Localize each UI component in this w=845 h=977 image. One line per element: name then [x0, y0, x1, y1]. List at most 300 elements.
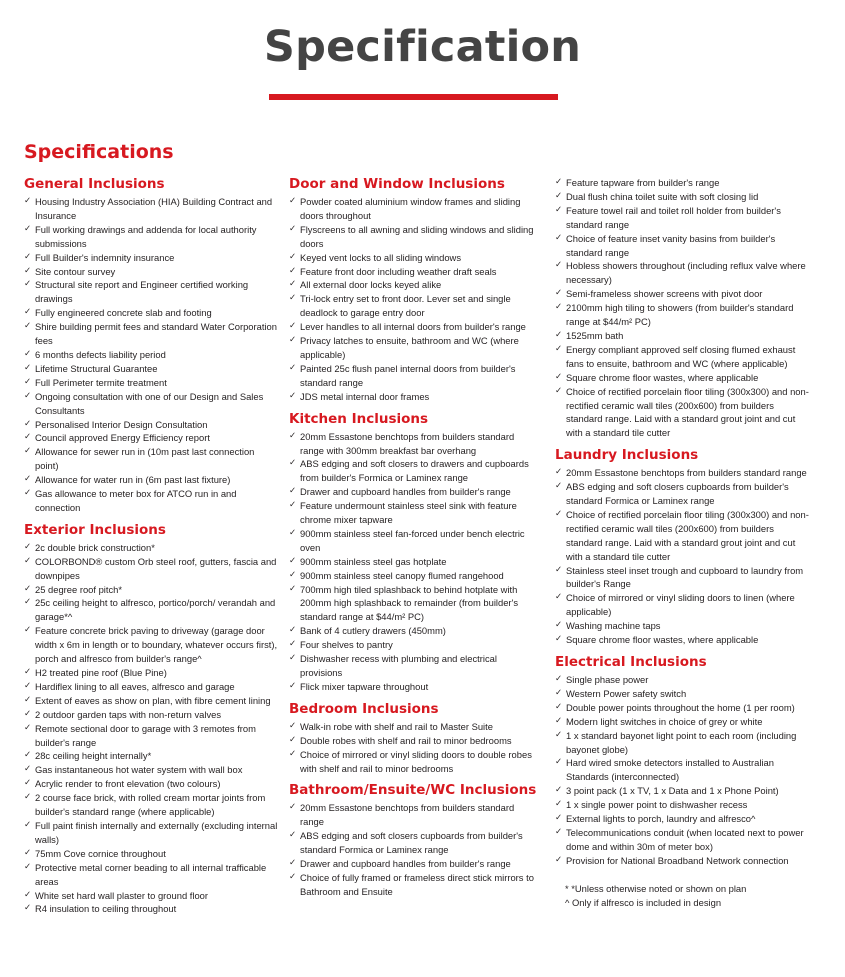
check-mark-icon: ✓	[555, 288, 563, 299]
category-heading: Electrical Inclusions	[555, 654, 707, 670]
inclusion-list	[289, 195, 540, 404]
inclusion-text: 75mm Cove cornice throughout	[35, 847, 166, 859]
check-mark-icon: ✓	[24, 265, 32, 276]
check-mark-icon: ✓	[289, 639, 297, 650]
check-mark-icon: ✓	[289, 734, 297, 745]
inclusion-text: 1525mm bath	[566, 329, 624, 341]
check-mark-icon: ✓	[24, 432, 32, 443]
inclusion-text: Painted 25c flush panel internal doors from builder's standard range	[300, 362, 516, 388]
inclusion-list	[555, 673, 811, 868]
inclusion-text: 2c double brick construction*	[35, 541, 155, 553]
check-mark-icon: ✓	[24, 474, 32, 485]
inclusion-text: Choice of rectified porcelain floor tiling (300x300) and non-rectified ceramic wall tiles (200x600) from builders standard range. Laid with a standard grout joint and cut with a standard tile cutter	[566, 385, 809, 439]
inclusion-text: Square chrome floor wastes, where applicable	[566, 371, 759, 383]
inclusion-item	[555, 687, 811, 701]
inclusion-item	[24, 694, 280, 708]
inclusion-item	[289, 390, 540, 404]
check-mark-icon: ✓	[555, 481, 563, 492]
inclusion-item	[24, 889, 280, 903]
inclusion-item	[555, 798, 811, 812]
check-mark-icon: ✓	[555, 385, 563, 396]
inclusion-text: Keyed vent locks to all sliding windows	[300, 251, 462, 263]
inclusion-item	[24, 791, 280, 819]
inclusion-item	[24, 666, 280, 680]
inclusion-item	[24, 749, 280, 763]
inclusion-item	[555, 343, 811, 371]
inclusion-item	[24, 195, 280, 223]
check-mark-icon: ✓	[555, 204, 563, 215]
check-mark-icon: ✓	[555, 371, 563, 382]
check-mark-icon: ✓	[24, 667, 32, 677]
check-mark-icon: ✓	[289, 458, 297, 469]
inclusion-text: Personalised Interior Design Consultation	[35, 418, 208, 430]
inclusion-item	[289, 829, 540, 857]
check-mark-icon: ✓	[24, 348, 32, 359]
inclusion-item	[555, 204, 811, 232]
inclusion-text: Ongoing consultation with one of our Design and Sales Consultants	[35, 390, 264, 416]
check-mark-icon: ✓	[555, 826, 563, 837]
inclusion-text: Allowance for sewer run in (10m past last connection point)	[35, 446, 255, 472]
inclusion-text: 2 course face brick, with rolled cream mortar joints from builder's standard range (where applicable)	[35, 792, 266, 818]
check-mark-icon: ✓	[24, 362, 32, 373]
inclusion-item	[555, 508, 811, 564]
check-mark-icon: ✓	[555, 508, 563, 519]
inclusion-text: Full Perimeter termite treatment	[35, 376, 167, 388]
inclusion-text: Lifetime Structural Guarantee	[35, 362, 158, 374]
inclusion-text: Feature concrete brick paving to driveway (garage door width x 6m in length or to boundary, whatever occurs first), porch and alfresco from builder's range^	[35, 625, 278, 665]
inclusion-item	[24, 473, 280, 487]
check-mark-icon: ✓	[555, 564, 563, 575]
check-mark-icon: ✓	[555, 715, 563, 726]
spec-column-1	[24, 175, 280, 922]
check-mark-icon: ✓	[24, 597, 32, 608]
check-mark-icon: ✓	[289, 569, 297, 580]
category-continued	[555, 176, 811, 440]
check-mark-icon: ✓	[24, 680, 32, 691]
inclusion-item	[24, 418, 280, 432]
inclusion-text: 1 x single power point to dishwasher recess	[566, 799, 748, 811]
inclusion-list	[555, 176, 811, 440]
inclusion-item	[24, 278, 280, 306]
inclusion-text: Full Builder's indemnity insurance	[35, 251, 175, 263]
inclusion-text: COLORBOND® custom Orb steel roof, gutters, fascia and downpipes	[35, 555, 277, 581]
inclusion-item	[289, 624, 540, 638]
category-heading: Laundry Inclusions	[555, 447, 699, 464]
check-mark-icon: ✓	[289, 223, 297, 234]
inclusion-text: 6 months defects liability period	[35, 348, 166, 360]
inclusion-text: Double robes with shelf and rail to minor bedrooms	[300, 734, 512, 746]
check-mark-icon: ✓	[24, 555, 32, 566]
category-heading: Exterior Inclusions	[24, 521, 166, 538]
inclusion-text: Four shelves to pantry	[300, 639, 393, 651]
check-mark-icon: ✓	[555, 785, 563, 796]
inclusion-item	[555, 701, 811, 715]
inclusion-item	[555, 564, 811, 592]
inclusion-text: Washing machine taps	[566, 620, 661, 632]
inclusion-item	[289, 555, 540, 569]
inclusion-item	[289, 292, 540, 320]
category-general-inclusions	[24, 175, 280, 515]
check-mark-icon: ✓	[24, 861, 32, 872]
inclusion-item	[24, 265, 280, 279]
inclusion-text: Privacy latches to ensuite, bathroom and WC (where applicable)	[300, 335, 519, 360]
inclusion-text: Feature towel rail and toilet roll holder from builder's standard range	[566, 204, 781, 230]
check-mark-icon: ✓	[289, 680, 297, 691]
check-mark-icon: ✓	[289, 720, 297, 731]
inclusion-text: 20mm Essastone benchtops from builders standard range with 300mm breakfast bar overhang	[300, 430, 515, 456]
inclusion-item	[289, 734, 540, 748]
inclusion-text: White set hard wall plaster to ground floor	[35, 889, 209, 901]
inclusion-text: Full paint finish internally and externally (excluding internal walls)	[35, 819, 278, 845]
inclusion-item	[24, 902, 280, 916]
inclusion-item	[24, 320, 280, 348]
inclusion-item	[555, 259, 811, 287]
inclusion-item	[24, 777, 280, 791]
spec-column-2	[289, 175, 540, 905]
inclusion-text: Energy compliant approved self closing flumed exhaust fans to ensuite, bathroom and WC (where applicable)	[566, 343, 796, 369]
check-mark-icon: ✓	[555, 329, 563, 340]
inclusion-text: Powder coated aluminium window frames and sliding doors throughout	[300, 196, 521, 221]
inclusion-text: Gas instantaneous hot water system with wall box	[35, 764, 243, 776]
inclusion-text: Allowance for water run in (6m past last fixture)	[35, 474, 231, 486]
check-mark-icon: ✓	[289, 430, 297, 441]
inclusion-item	[289, 801, 540, 829]
inclusion-item	[289, 857, 540, 871]
inclusion-text: ABS edging and soft closers to drawers and cupboards from builder's Formica or Laminex range	[300, 458, 529, 484]
inclusion-item	[555, 673, 811, 687]
inclusion-item	[289, 569, 540, 583]
inclusion-text: All external door locks keyed alike	[300, 279, 442, 291]
inclusion-text: Provision for National Broadband Network connection	[566, 854, 789, 866]
inclusion-text: 20mm Essastone benchtops from builders standard range	[566, 467, 807, 479]
inclusion-text: R4 insulation to ceiling throughout	[35, 903, 177, 915]
check-mark-icon: ✓	[24, 418, 32, 429]
inclusion-text: H2 treated pine roof (Blue Pine)	[35, 667, 167, 678]
inclusion-item	[24, 541, 280, 555]
check-mark-icon: ✓	[24, 764, 32, 775]
inclusion-item	[24, 722, 280, 750]
category-laundry-inclusions	[555, 446, 811, 647]
inclusion-item	[24, 390, 280, 418]
inclusion-item	[289, 871, 540, 899]
check-mark-icon: ✓	[555, 302, 563, 313]
check-mark-icon: ✓	[24, 223, 32, 234]
check-mark-icon: ✓	[289, 293, 297, 304]
inclusion-item	[555, 619, 811, 633]
check-mark-icon: ✓	[555, 813, 563, 824]
check-mark-icon: ✓	[289, 830, 297, 841]
inclusion-item	[289, 583, 540, 625]
inclusion-item	[289, 362, 540, 390]
inclusion-item	[289, 251, 540, 265]
inclusion-item	[555, 301, 811, 329]
page-title: Specification	[263, 22, 582, 72]
inclusion-item	[555, 287, 811, 301]
inclusion-item	[24, 251, 280, 265]
inclusion-item	[24, 596, 280, 624]
inclusion-item	[289, 334, 540, 362]
inclusion-text: Drawer and cupboard handles from builder's range	[300, 486, 511, 498]
inclusion-item	[24, 847, 280, 861]
inclusion-item	[289, 680, 540, 694]
check-mark-icon: ✓	[24, 307, 32, 318]
inclusion-item	[289, 748, 540, 776]
check-mark-icon: ✓	[24, 722, 32, 733]
inclusion-text: Housing Industry Association (HIA) Building Contract and Insurance	[35, 196, 273, 221]
check-mark-icon: ✓	[289, 486, 297, 497]
inclusion-item	[24, 306, 280, 320]
inclusion-text: Telecommunications conduit (when located next to power dome and within 30m of meter box)	[566, 826, 804, 852]
inclusion-item	[24, 708, 280, 722]
inclusion-text: Choice of rectified porcelain floor tiling (300x300) and non-rectified ceramic wall tiles (200x600) from builders standard range. Laid with a standard grout joint and cut with a standard tile cutter	[566, 508, 809, 562]
check-mark-icon: ✓	[555, 799, 563, 810]
check-mark-icon: ✓	[24, 251, 32, 262]
inclusion-text: Choice of feature inset vanity basins from builder's standard range	[566, 232, 776, 258]
check-mark-icon: ✓	[555, 729, 563, 740]
check-mark-icon: ✓	[24, 488, 32, 499]
check-mark-icon: ✓	[24, 541, 32, 552]
inclusion-item	[24, 555, 280, 583]
check-mark-icon: ✓	[24, 376, 32, 387]
check-mark-icon: ✓	[555, 343, 563, 354]
inclusion-text: Site contour survey	[35, 265, 116, 277]
inclusion-item	[555, 729, 811, 757]
inclusion-text: 3 point pack (1 x TV, 1 x Data and 1 x Phone Point)	[566, 785, 779, 797]
check-mark-icon: ✓	[24, 847, 32, 858]
inclusion-item	[555, 812, 811, 826]
inclusion-text: Single phase power	[566, 674, 649, 685]
inclusion-text: Council approved Energy Efficiency report	[35, 432, 210, 444]
inclusion-text: 25 degree roof pitch*	[35, 583, 123, 595]
inclusion-list	[289, 720, 540, 776]
title-underline	[269, 94, 558, 100]
inclusion-item	[24, 624, 280, 666]
inclusion-text: Double power points throughout the home (1 per room)	[566, 701, 795, 713]
inclusion-item	[24, 680, 280, 694]
check-mark-icon: ✓	[24, 889, 32, 900]
inclusion-item	[289, 485, 540, 499]
inclusion-text: 900mm stainless steel fan-forced under bench electric oven	[300, 527, 525, 553]
check-mark-icon: ✓	[24, 390, 32, 401]
check-mark-icon: ✓	[555, 190, 563, 201]
check-mark-icon: ✓	[555, 177, 563, 187]
inclusion-list	[24, 541, 280, 916]
inclusion-item	[555, 756, 811, 784]
check-mark-icon: ✓	[24, 196, 32, 206]
inclusion-item	[555, 591, 811, 619]
check-mark-icon: ✓	[289, 871, 297, 882]
category-kitchen-inclusions	[289, 410, 540, 694]
inclusion-text: Stainless steel inset trough and cupboard to laundry from builder's Range	[566, 564, 804, 590]
inclusion-text: Flick mixer tapware throughout	[300, 680, 429, 692]
check-mark-icon: ✓	[289, 858, 297, 869]
inclusion-text: Square chrome floor wastes, where applicable	[566, 634, 759, 646]
inclusion-item	[24, 223, 280, 251]
check-mark-icon: ✓	[289, 802, 297, 813]
inclusion-text: 700mm high tiled splashback to behind hotplate with 200mm high splashback to remainder (from builder's standard range at $44/m² PC)	[300, 583, 519, 623]
inclusion-item	[555, 466, 811, 480]
inclusion-text: Choice of mirrored or vinyl sliding doors to double robes with shelf and rail to minor bedrooms	[300, 748, 532, 774]
check-mark-icon: ✓	[555, 687, 563, 698]
check-mark-icon: ✓	[289, 653, 297, 664]
inclusion-item	[555, 715, 811, 729]
inclusion-item	[289, 320, 540, 334]
spec-column-3	[555, 176, 811, 910]
inclusion-item	[555, 854, 811, 868]
inclusion-text: 1 x standard bayonet light point to each room (including bayonet globe)	[566, 729, 797, 755]
check-mark-icon: ✓	[289, 625, 297, 636]
check-mark-icon: ✓	[555, 620, 563, 631]
footnote: ^ Only if alfresco is included in design	[565, 896, 722, 908]
inclusion-item	[555, 633, 811, 647]
inclusion-item	[24, 445, 280, 473]
inclusion-item	[289, 527, 540, 555]
inclusion-text: Bank of 4 cutlery drawers (450mm)	[300, 625, 446, 637]
inclusion-text: 28c ceiling height internally*	[35, 750, 152, 762]
check-mark-icon: ✓	[289, 196, 297, 206]
inclusion-item	[555, 385, 811, 441]
inclusion-text: Extent of eaves as show on plan, with fibre cement lining	[35, 694, 271, 706]
inclusion-text: Choice of fully framed or frameless direct stick mirrors to Bathroom and Ensuite	[300, 871, 534, 897]
inclusion-item	[555, 329, 811, 343]
inclusion-text: Flyscreens to all awning and sliding windows and sliding doors	[300, 223, 534, 249]
inclusion-item	[24, 487, 280, 515]
inclusion-item	[289, 265, 540, 279]
inclusion-item	[24, 376, 280, 390]
footnote: * *Unless otherwise noted or shown on plan	[565, 882, 747, 894]
inclusion-text: Semi-frameless shower screens with pivot door	[566, 288, 763, 300]
inclusion-text: Hardiflex lining to all eaves, alfresco and garage	[35, 680, 235, 692]
inclusion-item	[24, 431, 280, 445]
check-mark-icon: ✓	[24, 708, 32, 719]
inclusion-item	[24, 348, 280, 362]
check-mark-icon: ✓	[24, 583, 32, 594]
inclusion-text: Western Power safety switch	[566, 687, 687, 699]
check-mark-icon: ✓	[24, 694, 32, 705]
check-mark-icon: ✓	[289, 527, 297, 538]
check-mark-icon: ✓	[289, 555, 297, 566]
footnotes	[555, 882, 811, 910]
inclusion-item	[24, 819, 280, 847]
inclusion-text: Choice of mirrored or vinyl sliding doors to linen (where applicable)	[566, 592, 795, 618]
inclusion-item	[24, 362, 280, 376]
check-mark-icon: ✓	[24, 750, 32, 761]
inclusion-text: Feature tapware from builder's range	[566, 177, 720, 188]
inclusion-item	[289, 652, 540, 680]
check-mark-icon: ✓	[555, 674, 563, 684]
inclusion-item	[289, 638, 540, 652]
category-bedroom-inclusions	[289, 700, 540, 776]
check-mark-icon: ✓	[24, 625, 32, 636]
inclusion-text: Fully engineered concrete slab and footing	[35, 307, 212, 319]
inclusion-text: Protective metal corner beading to all internal trafficable areas	[35, 861, 267, 887]
inclusion-text: ABS edging and soft closers cupboards from builder's standard Formica or Laminex range	[300, 830, 523, 856]
check-mark-icon: ✓	[24, 819, 32, 830]
check-mark-icon: ✓	[289, 279, 297, 290]
inclusion-item	[289, 278, 540, 292]
check-mark-icon: ✓	[24, 778, 32, 789]
inclusion-item	[555, 480, 811, 508]
inclusion-text: Acrylic render to front elevation (two colours)	[35, 778, 221, 790]
inclusion-text: 900mm stainless steel gas hotplate	[300, 555, 447, 567]
inclusion-text: 25c ceiling height to alfresco, portico/porch/ verandah and garage*^	[35, 597, 276, 623]
inclusion-item	[555, 232, 811, 260]
inclusion-text: JDS metal internal door frames	[300, 390, 430, 402]
inclusion-item	[289, 499, 540, 527]
inclusion-text: Dual flush china toilet suite with soft closing lid	[566, 190, 759, 202]
inclusion-text: Shire building permit fees and standard Water Corporation fees	[35, 321, 277, 347]
category-heading: General Inclusions	[24, 176, 165, 192]
inclusion-text: Tri-lock entry set to front door. Lever set and single deadlock to garage entry door	[300, 293, 511, 319]
check-mark-icon: ✓	[555, 634, 563, 645]
inclusion-text: Feature front door including weather draft seals	[300, 265, 497, 277]
inclusion-list	[289, 430, 540, 694]
check-mark-icon: ✓	[289, 265, 297, 276]
inclusion-item	[289, 720, 540, 734]
inclusion-item	[555, 826, 811, 854]
check-mark-icon: ✓	[24, 792, 32, 803]
check-mark-icon: ✓	[289, 251, 297, 262]
check-mark-icon: ✓	[555, 467, 563, 478]
check-mark-icon: ✓	[289, 321, 297, 332]
check-mark-icon: ✓	[24, 321, 32, 332]
inclusion-text: External lights to porch, laundry and alfresco^	[566, 813, 756, 825]
inclusion-item	[289, 223, 540, 251]
check-mark-icon: ✓	[555, 854, 563, 865]
inclusion-text: 2100mm high tiling to showers (from builder's standard range at $44/m² PC)	[566, 302, 794, 328]
inclusion-item	[555, 190, 811, 204]
inclusion-text: Remote sectional door to garage with 3 remotes from builder's range	[35, 722, 256, 748]
inclusion-list	[289, 801, 540, 898]
inclusion-text: 20mm Essastone benchtops from builders standard range	[300, 802, 515, 828]
inclusion-item	[289, 430, 540, 458]
check-mark-icon: ✓	[289, 390, 297, 401]
check-mark-icon: ✓	[555, 592, 563, 603]
inclusion-item	[289, 195, 540, 223]
inclusion-text: Walk-in robe with shelf and rail to Master Suite	[300, 720, 493, 732]
inclusion-item	[24, 583, 280, 597]
inclusion-text: 2 outdoor garden taps with non-return valves	[35, 708, 222, 720]
inclusion-text: Hobless showers throughout (including reflux valve where necessary)	[566, 260, 806, 286]
check-mark-icon: ✓	[289, 500, 297, 511]
check-mark-icon: ✓	[289, 362, 297, 373]
check-mark-icon: ✓	[289, 335, 297, 346]
check-mark-icon: ✓	[289, 583, 297, 594]
check-mark-icon: ✓	[289, 748, 297, 759]
check-mark-icon: ✓	[555, 232, 563, 243]
inclusion-item	[24, 861, 280, 889]
inclusion-text: Structural site report and Engineer certified working drawings	[35, 279, 249, 305]
check-mark-icon: ✓	[24, 446, 32, 457]
inclusion-item	[555, 784, 811, 798]
category-door-and-window-inclusions	[289, 175, 540, 404]
inclusion-text: ABS edging and soft closers cupboards from builder's standard Formica or Laminex range	[566, 481, 789, 507]
check-mark-icon: ✓	[555, 701, 563, 712]
category-heading: Bathroom/Ensuite/WC Inclusions	[289, 782, 537, 799]
category-heading: Door and Window Inclusions	[289, 176, 505, 192]
category-heading: Bedroom Inclusions	[289, 700, 439, 717]
section-heading: Specifications	[24, 141, 174, 163]
inclusion-list	[555, 466, 811, 647]
check-mark-icon: ✓	[555, 260, 563, 271]
check-mark-icon: ✓	[555, 757, 563, 768]
inclusion-item	[555, 176, 811, 190]
inclusion-text: Feature undermount stainless steel sink with feature chrome mixer tapware	[300, 500, 517, 526]
check-mark-icon: ✓	[24, 279, 32, 290]
inclusion-text: Hard wired smoke detectors installed to Australian Standards (interconnected)	[566, 757, 774, 783]
category-heading: Kitchen Inclusions	[289, 410, 429, 427]
inclusion-item	[555, 371, 811, 385]
